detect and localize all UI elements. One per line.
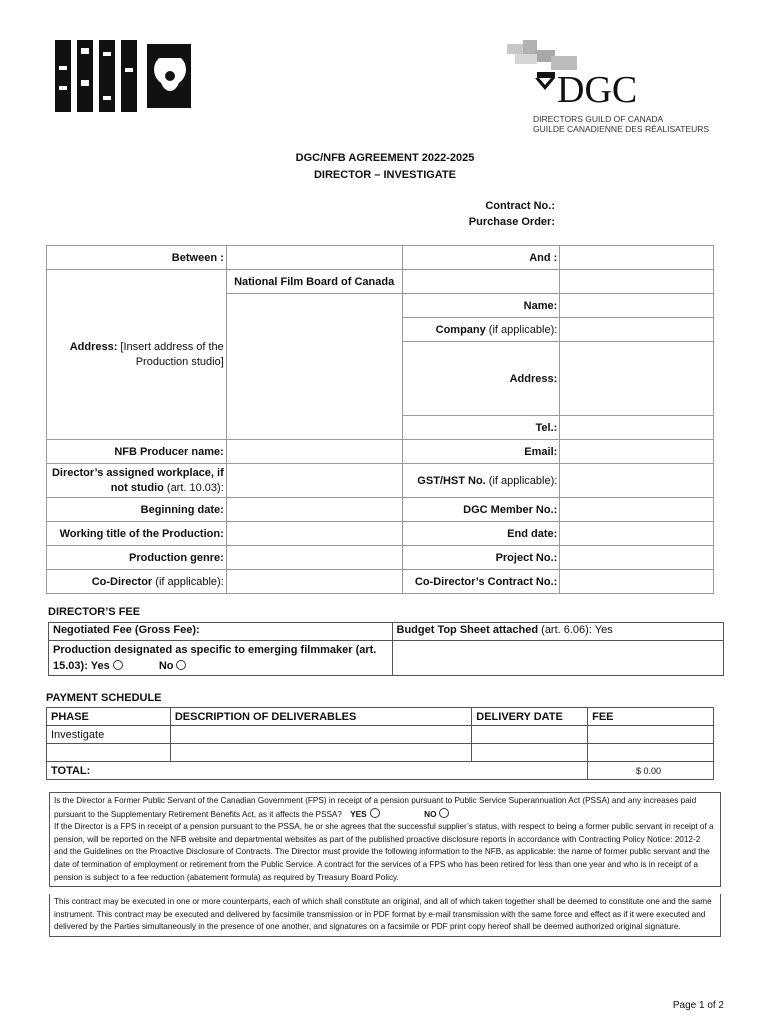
fps-no-radio[interactable] (439, 808, 449, 818)
dgc-wordmark: DGC (557, 69, 638, 111)
fps-body: If the Director is a FPS in receipt of a pension pursuant to the PSSA, he or she agrees that the successful supplier’s status, with respect to being a former public servant in receipt of a pension, will be reported on the NFB website and departmental websites as part of the published proactive disclosure reports in accordance with Contracting Policy Notice: 2012-2 and the Guidelines on the Proactive Disclosure of Contracts. The Director must provide the following information to the NFB, as applicable: the name of former public servant and the date of termination of employment or retirement from the Public Service. A contract for the services of a FPS who has been retired for less than one year and who is in receipt of a pension is subject to a fee reduction (abatement formula) as required by Treasury Board Policy. (54, 822, 714, 882)
emerging-no-label: No (158, 660, 174, 672)
nfb-name: National Film Board of Canada (226, 270, 402, 294)
fee-heading: DIRECTOR’S FEE (48, 606, 141, 618)
project-no-label: Project No.: (402, 546, 560, 570)
gst-note: (if applicable): (485, 474, 558, 487)
col-phase: PHASE (47, 708, 171, 726)
company-field[interactable] (560, 318, 714, 342)
agreement-title: DGC/NFB AGREEMENT 2022-2025 (295, 152, 475, 164)
col-fee: FEE (588, 708, 714, 726)
between-field[interactable] (226, 246, 402, 270)
gst-label (402, 464, 560, 498)
and-field[interactable] (560, 246, 714, 270)
table-row (47, 744, 714, 762)
workplace-label (47, 464, 227, 498)
delivery-date-cell[interactable] (472, 726, 588, 744)
codirector-contract-field[interactable] (560, 570, 714, 594)
gst-bold: GST/HST No. (417, 474, 486, 487)
blank-cell (402, 270, 560, 294)
emerging-yes-label: Yes (90, 660, 110, 672)
col-delivery-date: DELIVERY DATE (472, 708, 588, 726)
budget-note: (art. 6.06): Yes (538, 624, 613, 636)
fps-no-label: NO (424, 809, 437, 819)
fps-yes-radio[interactable] (370, 808, 380, 818)
emerging-no-radio[interactable] (176, 660, 186, 670)
between-label: Between : (47, 246, 227, 270)
purchase-order-label: Purchase Order: (468, 216, 555, 228)
fps-question: Is the Director a Former Public Servant of the Canadian Government (FPS) in receipt of a pension pursuant to Public Service Superannuation Act (PSSA) and any increases paid pursuant to the Supplementary Retirement Benefits Act, as it affects the PSSA? (54, 796, 697, 819)
budget-bold: Budget Top Sheet attached (396, 624, 539, 636)
parties-table (46, 245, 714, 594)
page-number: Page 1 of 2 (672, 1000, 724, 1011)
address-right-field[interactable] (560, 342, 714, 416)
dgc-member-field[interactable] (560, 498, 714, 522)
company-label (402, 318, 560, 342)
budget-label (392, 623, 724, 641)
address-left-label (47, 270, 227, 440)
nfb-logo (55, 40, 195, 112)
company-bold: Company (435, 323, 486, 336)
workplace-note: (art. 10.03): (163, 481, 224, 494)
delivery-date-cell[interactable] (472, 744, 588, 762)
table-row (47, 726, 714, 744)
fps-notice (49, 792, 721, 887)
phase-cell: Investigate (47, 726, 171, 744)
contract-no-label: Contract No.: (485, 200, 555, 212)
negotiated-fee-label: Negotiated Fee (Gross Fee): (49, 623, 393, 641)
workplace-bold: Director’s assigned workplace, if not studio (51, 466, 224, 494)
codirector-field[interactable] (226, 570, 402, 594)
address-left-bold: Address: (69, 340, 118, 353)
agreement-subtitle: DIRECTOR – INVESTIGATE (313, 169, 456, 181)
dgc-logo (505, 40, 720, 136)
name-label: Name: (402, 294, 560, 318)
end-date-field[interactable] (560, 522, 714, 546)
col-description: DESCRIPTION OF DELIVERABLES (170, 708, 471, 726)
company-note: (if applicable): (485, 323, 558, 336)
fps-yes-label: YES (350, 809, 367, 819)
blank-cell (560, 270, 714, 294)
genre-field[interactable] (226, 546, 402, 570)
dgc-member-label: DGC Member No.: (402, 498, 560, 522)
payment-heading: PAYMENT SCHEDULE (46, 692, 162, 704)
beginning-date-field[interactable] (226, 498, 402, 522)
and-label: And : (402, 246, 560, 270)
emerging-yes-radio[interactable] (113, 660, 123, 670)
email-field[interactable] (560, 440, 714, 464)
working-title-label: Working title of the Production: (47, 522, 227, 546)
workplace-field[interactable] (226, 464, 402, 498)
producer-field[interactable] (226, 440, 402, 464)
codirector-contract-label: Co-Director’s Contract No.: (402, 570, 560, 594)
blank-cell (392, 641, 724, 676)
fee-cell[interactable] (588, 726, 714, 744)
dgc-name-fr: GUILDE CANADIENNE DES RÉALISATEURS (533, 124, 710, 134)
emerging-label (49, 641, 393, 676)
email-label: Email: (402, 440, 560, 464)
emerging-text: Production designated as specific to emerging filmmaker (art. 15.03): (53, 644, 377, 672)
total-label: TOTAL: (47, 762, 588, 780)
end-date-label: End date: (402, 522, 560, 546)
total-value: $ 0.00 (588, 762, 714, 780)
working-title-field[interactable] (226, 522, 402, 546)
name-field[interactable] (560, 294, 714, 318)
payment-table (46, 707, 714, 780)
project-no-field[interactable] (560, 546, 714, 570)
counterparts-notice: This contract may be executed in one or more counterparts, each of which shall constitute an original, and all of which taken together shall be deemed to constitute one and the same instrument. This contract may be executed and delivered by facsimile transmission or in PDF format by e-mail transmission with the same force and effect as if it were executed and delivered by the Parties simultaneously in the presence of one another, and signatures on a facsimile or PDF print copy hereof shall be deemed authorized original signature. (49, 894, 721, 937)
genre-label: Production genre: (47, 546, 227, 570)
codirector-note: (if applicable): (152, 575, 224, 588)
description-cell[interactable] (170, 744, 471, 762)
producer-label: NFB Producer name: (47, 440, 227, 464)
codirector-label (47, 570, 227, 594)
address-left-note: [Insert address of the Production studio] (117, 340, 224, 368)
description-cell[interactable] (170, 726, 471, 744)
address-left-field[interactable] (226, 294, 402, 440)
tel-label: Tel.: (402, 416, 560, 440)
tel-field[interactable] (560, 416, 714, 440)
dgc-name-en: DIRECTORS GUILD OF CANADA (533, 114, 664, 124)
codirector-bold: Co-Director (91, 575, 153, 588)
fee-table (48, 622, 724, 676)
fee-cell[interactable] (588, 744, 714, 762)
beginning-date-label: Beginning date: (47, 498, 227, 522)
phase-cell[interactable] (47, 744, 171, 762)
address-right-label: Address: (402, 342, 560, 416)
gst-field[interactable] (560, 464, 714, 498)
